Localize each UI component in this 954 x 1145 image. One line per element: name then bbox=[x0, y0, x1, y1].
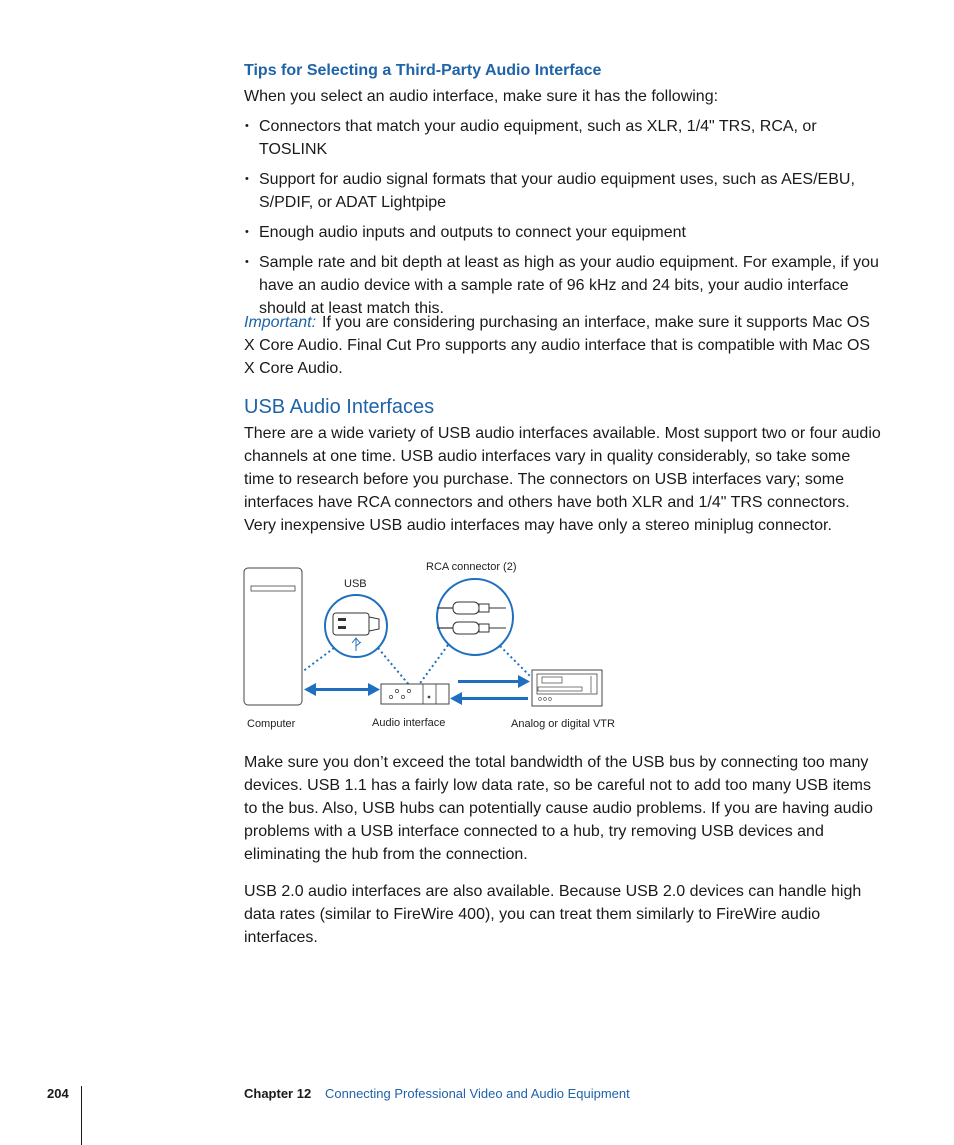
rca-connector-icon bbox=[437, 579, 513, 655]
usb-label: USB bbox=[344, 578, 367, 590]
list-item: • Enough audio inputs and outputs to connect your equipment bbox=[244, 221, 884, 244]
footer-divider bbox=[81, 1086, 82, 1145]
usb-paragraph: There are a wide variety of USB audio interfaces available. Most support two or four audio channels at one time. USB audio interfaces vary in quality considerably, so take some time to research before you purchase. The connectors on USB interfaces vary; some interfaces have RCA connectors and others have both XLR and 1/4" TRS connectors. Very inexpensive USB audio interfaces may have only a stereo miniplug connector. bbox=[244, 425, 881, 534]
section-subheading: Tips for Selecting a Third-Party Audio Interface bbox=[244, 62, 602, 79]
chapter-title: Connecting Professional Video and Audio Equipment bbox=[325, 1086, 630, 1101]
important-note bbox=[244, 311, 884, 380]
usb2-paragraph: USB 2.0 audio interfaces are also available. Because USB 2.0 devices can handle high data rates (similar to FireWire 400), you can treat them similarly to FireWire audio interfaces. bbox=[244, 883, 862, 946]
computer-label: Computer bbox=[247, 718, 296, 730]
important-label: Important: bbox=[244, 314, 317, 331]
computer-icon bbox=[244, 568, 302, 705]
bandwidth-paragraph: Make sure you don’t exceed the total bandwidth of the USB bus by connecting too many devices. USB 1.1 has a fairly low data rate, so be careful not to add too many USB items to the bus. Also, USB hubs can potentially cause audio problems. If you are having audio problems with a USB interface connected to a hub, try removing USB devices and eliminating the hub from the connection. bbox=[244, 754, 873, 863]
vtr-label: Analog or digital VTR bbox=[511, 718, 615, 730]
usb-connection-diagram bbox=[238, 556, 638, 736]
page-number: 204 bbox=[47, 1086, 69, 1101]
dotted-connector-lines bbox=[302, 645, 530, 686]
usb-heading: USB Audio Interfaces bbox=[244, 396, 435, 418]
list-item: • Connectors that match your audio equipment, such as XLR, 1/4" TRS, RCA, or TOSLINK bbox=[244, 115, 884, 161]
usb-plug-icon bbox=[325, 595, 387, 657]
requirements-list bbox=[244, 115, 884, 327]
rca-label: RCA connector (2) bbox=[426, 561, 517, 573]
list-item: • Support for audio signal formats that your audio equipment uses, such as AES/EBU, S/PDIF, or ADAT Lightpipe bbox=[244, 168, 884, 214]
audio-interface-label: Audio interface bbox=[372, 717, 446, 729]
intro-text: When you select an audio interface, make sure it has the following: bbox=[244, 88, 719, 105]
chapter-number: Chapter 12 bbox=[244, 1086, 312, 1101]
list-item: • Sample rate and bit depth at least as high as your audio equipment. For example, if you have an audio device with a sample rate of 96 kHz and 24 bits, your audio interface should at least match this. bbox=[244, 251, 884, 320]
vtr-icon bbox=[532, 670, 602, 706]
important-text: If you are considering purchasing an interface, make sure it supports Mac OS X Core Audio. Final Cut Pro supports any audio interface that is compatible with Mac OS X Core Audio. bbox=[244, 314, 871, 377]
audio-interface-icon bbox=[381, 684, 449, 704]
